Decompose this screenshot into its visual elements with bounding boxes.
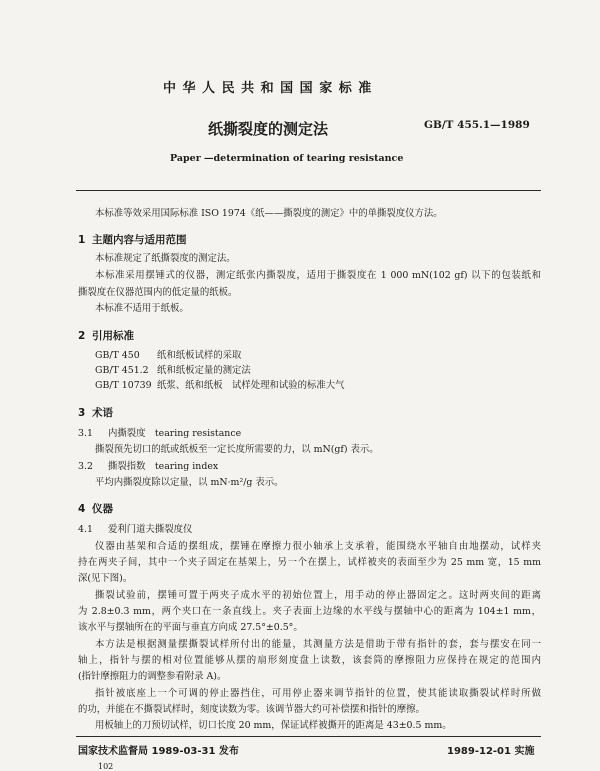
term-name: 内撕裂度 tearing resistance: [108, 428, 242, 439]
reference-code: GB/T 10739: [95, 380, 152, 391]
term-3-1-definition: 撕裂预先切口的纸或纸板至一定长度所需要的力，以 mN(gf) 表示。: [95, 444, 379, 455]
reference-item: [95, 350, 241, 362]
section-number: 3: [78, 407, 86, 419]
para-line: 本方法是根据测量摆撕裂试样所付出的能量，其测量方法是借助于带有指针的套，套与摆安在同一: [95, 639, 541, 650]
subsection-title: 爱利门道夫撕裂度仪: [108, 524, 193, 535]
clause-number: 3.2: [78, 461, 93, 472]
reference-title: 纸和纸板试样的采取: [157, 350, 242, 361]
section-number: 4: [78, 503, 86, 515]
para-line: 的功，并能在不撕裂试样时，刻度读数为零。该调节器大约可补偿摆和指针的摩擦。: [78, 704, 425, 715]
section-2-heading: [78, 328, 134, 343]
standard-title: 纸撕裂度的测定法: [208, 120, 329, 138]
para-line: (指针摩擦阻力的调整参看附录 A)。: [78, 671, 227, 682]
reference-item: [95, 365, 251, 377]
section-1-para-1: 本标准规定了纸撕裂度的测定法。: [95, 253, 236, 264]
section-number: 2: [78, 330, 86, 342]
standard-number: GB/T 455.1—1989: [424, 119, 530, 131]
section-title: 术语: [92, 407, 113, 419]
para-line: 撕裂试验前，摆锤可置于两夹子成水平的初始位置上，用手动的停止器固定之。这时两夹间的距离: [95, 590, 541, 601]
para-line: 为 2.8±0.3 mm，两个夹口在一条直线上。夹子表面上边缘的水平线与摆轴中心的距离为 104±1 mm，: [78, 606, 541, 617]
section-1-para-2-line-1: 本标准采用摆锤式的仪器，测定纸张内撕裂度，适用于撕裂度在 1 000 mN(102 gf) 以下的包装纸和: [95, 270, 541, 281]
section-title: 主题内容与适用范围: [92, 234, 187, 246]
section-title: 引用标准: [92, 330, 134, 342]
para-line: 深(见下图)。: [78, 573, 133, 584]
subsection-4-1: [78, 524, 192, 536]
section-1-para-2-line-2: 撕裂度在仪器范围内的低定量的纸板。: [78, 287, 238, 298]
english-title: Paper —determination of tearing resistance: [170, 153, 404, 164]
term-3-2-definition: 平均内撕裂度除以定量，以 mN·m²/g 表示。: [95, 477, 284, 488]
para-line: 用板轴上的刀预切试样，切口长度 20 mm，保证试样被撕开的距离是 43±0.5 mm。: [95, 720, 452, 731]
national-standard-heading: 中 华 人 民 共 和 国 国 家 标 准: [163, 81, 373, 96]
para-line: 该水平与摆轴所在的平面与垂直方向成 27.5°±0.5°。: [78, 622, 303, 633]
reference-title: 纸和纸板定量的测定法: [157, 365, 251, 376]
section-1-para-3: 本标准不适用于纸板。: [95, 303, 189, 314]
section-4-heading: [78, 501, 113, 516]
intro-paragraph: 本标准等效采用国际标准 ISO 1974《纸——撕裂度的测定》中的单撕裂度仪方法。: [95, 208, 443, 219]
issue-date: 国家技术监督局 1989-03-31 发布: [78, 746, 239, 757]
footer-rule: [76, 736, 541, 737]
para-line: 仪器由基架和合适的摆组成，摆锤在摩擦力很小轴承上支承着，能围绕水平轴自由地摆动，试样夹: [95, 541, 541, 552]
effective-date: 1989-12-01 实施: [447, 746, 535, 757]
section-3-heading: [78, 405, 113, 420]
reference-item: [95, 380, 345, 392]
reference-code: GB/T 450: [95, 350, 140, 361]
term-3-1: [78, 428, 241, 440]
header-rule: [76, 190, 541, 191]
section-1-heading: [78, 232, 187, 247]
clause-number: 4.1: [78, 524, 93, 535]
clause-number: 3.1: [78, 428, 93, 439]
reference-title: 纸浆、纸和纸板 试样处理和试验的标准大气: [157, 380, 345, 391]
section-title: 仪器: [92, 503, 113, 515]
para-line: 持在两夹子间，其中一个夹子固定在基架上，另一个在摆上，试样被夹的表面至少为 25 mm 宽，15 mm: [78, 557, 541, 568]
term-3-2: [78, 461, 218, 473]
reference-code: GB/T 451.2: [95, 365, 149, 376]
term-name: 撕裂指数 tearing index: [108, 461, 219, 472]
section-number: 1: [78, 234, 86, 246]
page-number: 102: [98, 762, 114, 771]
para-line: 指针被底座上一个可调的停止器挡住，可用停止器来调节指针的位置，使其能读取撕裂试样时所做: [95, 688, 541, 699]
para-line: 轴上，指针与摆的相对位置能够从摆的扇形刻度盘上读数，该套筒的摩擦阻力应保持在规定的范围内: [78, 655, 541, 666]
